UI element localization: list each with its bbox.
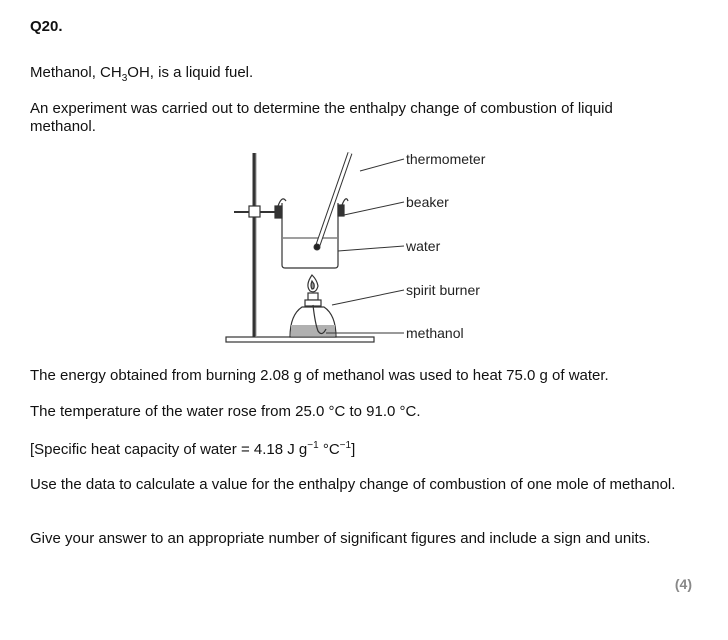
intro-suffix: OH, is a liquid fuel. — [127, 64, 254, 81]
apparatus-diagram — [220, 145, 510, 350]
intro-text — [30, 64, 253, 88]
shc-exponent-1: −1 — [307, 440, 319, 451]
spirit-burner — [290, 275, 336, 337]
water-label: water — [406, 238, 441, 254]
methanol-label: methanol — [406, 325, 464, 341]
shc-suffix: ] — [351, 441, 356, 458]
energy-text: The energy obtained from burning 2.08 g of methanol was used to heat 75.0 g of water. — [30, 367, 609, 384]
thermometer-label: thermometer — [406, 151, 486, 167]
answer-format-text: Give your answer to an appropriate number of significant figures and include a sign and units. — [30, 530, 651, 547]
intro-subscript: 3 — [121, 73, 128, 84]
question-number: Q20. — [30, 18, 63, 35]
shc-exponent-2: −1 — [339, 440, 352, 451]
beaker-label: beaker — [406, 194, 449, 210]
specific-heat-text — [30, 437, 355, 459]
shc-prefix: [Specific heat capacity of water = 4.18 J g — [30, 441, 308, 458]
intro-prefix: Methanol, CH — [30, 64, 122, 81]
temperature-text: The temperature of the water rose from 25.0 °C to 91.0 °C. — [30, 403, 421, 420]
marks-indicator: (4) — [674, 576, 692, 592]
instruction-text: Use the data to calculate a value for the enthalpy change of combustion of one mole of methanol. — [30, 476, 676, 493]
thermometer — [314, 153, 350, 250]
spirit-burner-label: spirit burner — [406, 282, 480, 298]
experiment-text: An experiment was carried out to determine the enthalpy change of combustion of liquid methanol. — [30, 100, 613, 135]
shc-mid: °C — [318, 441, 340, 458]
